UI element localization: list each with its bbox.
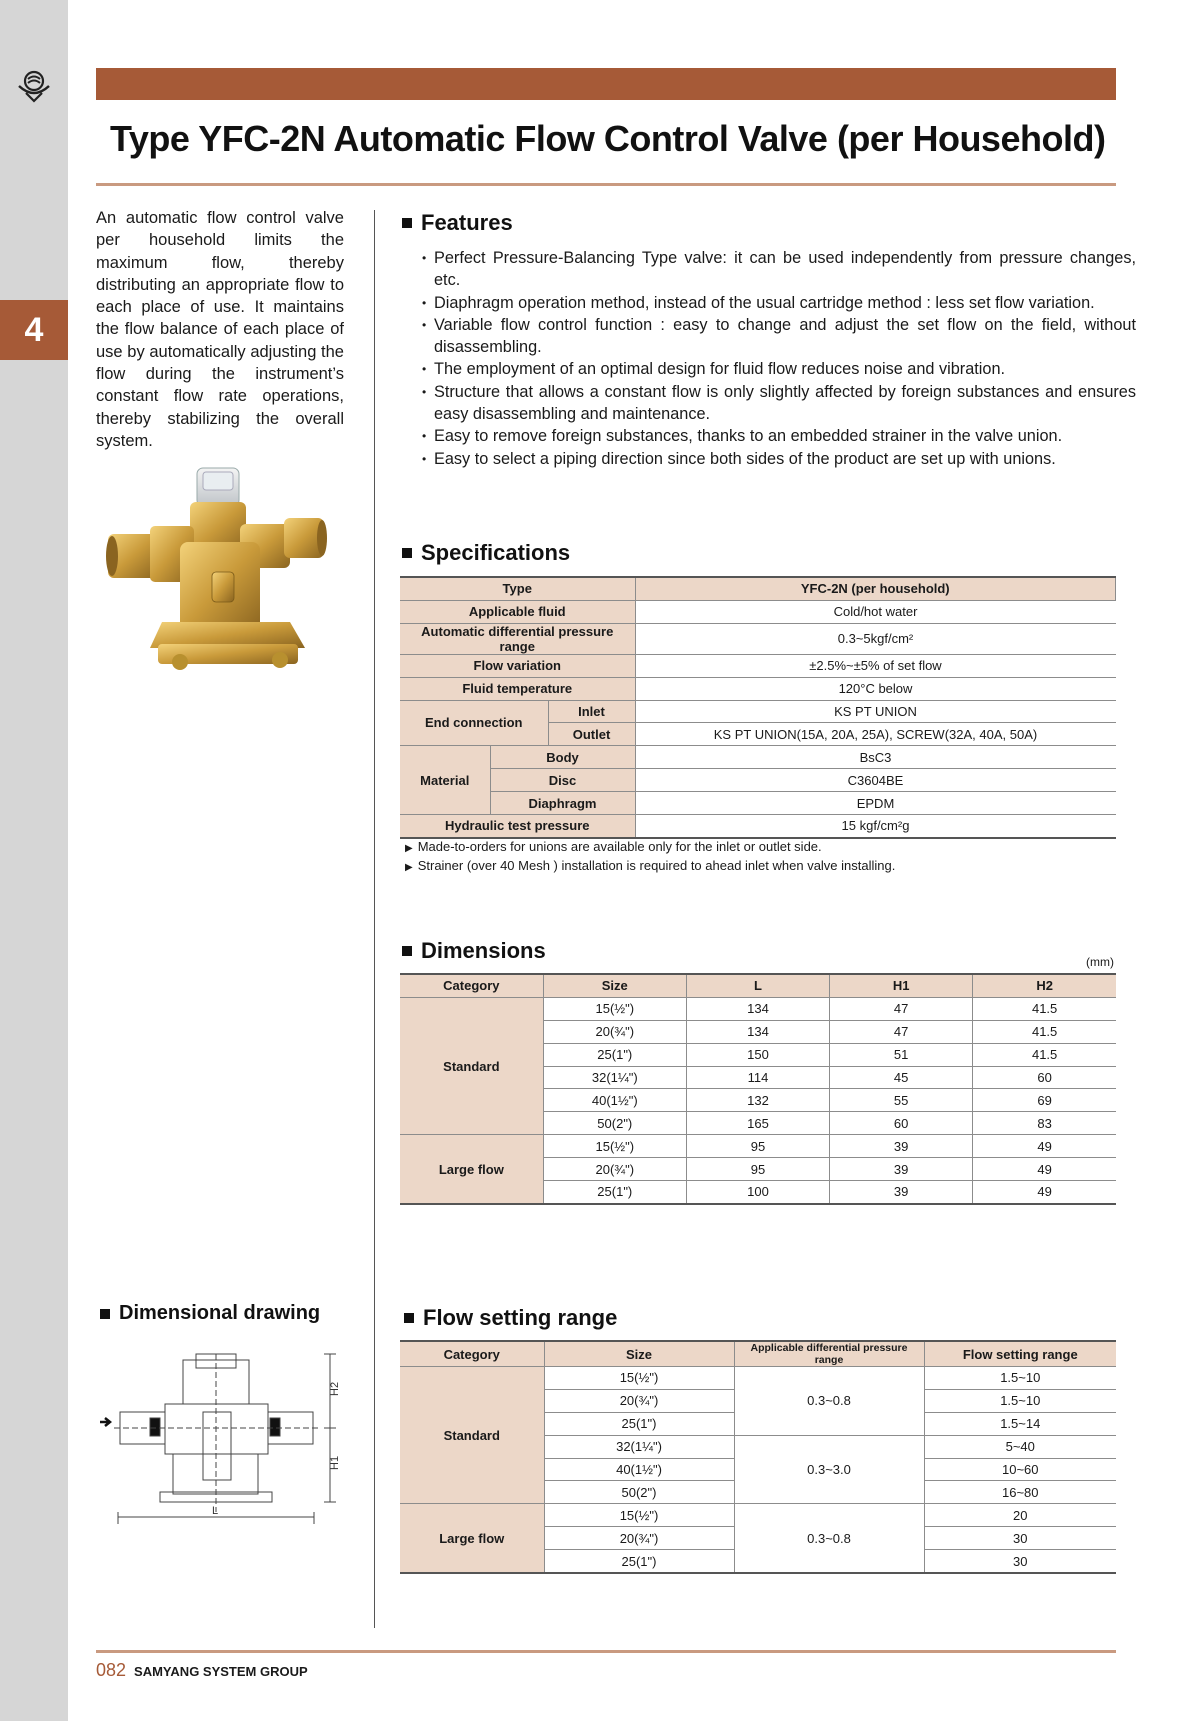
spec-value: 15 kgf/cm²g: [635, 815, 1116, 838]
table-cell: 40(1½"): [543, 1089, 686, 1112]
label-h1: H1: [329, 1455, 341, 1470]
spec-value: Cold/hot water: [635, 600, 1116, 623]
column-header: L: [686, 974, 829, 997]
table-header-row: [400, 974, 1116, 997]
table-cell: 30: [924, 1550, 1116, 1573]
spec-value: EPDM: [635, 792, 1116, 815]
table-row: [400, 997, 1116, 1020]
table-cell: 32(1¼"): [544, 1435, 734, 1458]
bullet-square-icon: [402, 946, 412, 956]
spec-value: BsC3: [635, 746, 1116, 769]
table-cell: 1.5~10: [924, 1367, 1116, 1390]
table-cell: 5~40: [924, 1435, 1116, 1458]
spec-sublabel: Inlet: [548, 700, 635, 723]
table-row: [400, 623, 1116, 654]
table-row: [400, 769, 1116, 792]
spec-label: Hydraulic test pressure: [400, 815, 635, 838]
table-cell: 41.5: [973, 1020, 1116, 1043]
table-cell: 39: [830, 1158, 973, 1181]
spec-value: KS PT UNION(15A, 20A, 25A), SCREW(32A, 40A, 50A): [635, 723, 1116, 746]
list-item: • Easy to select a piping direction since both sides of the product are set up with unions.: [422, 448, 1136, 470]
bullet-square-icon: [100, 1309, 110, 1319]
column-header: H1: [830, 974, 973, 997]
bullet-square-icon: [402, 548, 412, 558]
page-footer: [96, 1660, 308, 1681]
table-cell: 30: [924, 1527, 1116, 1550]
table-row: [400, 577, 1116, 600]
table-row: [400, 677, 1116, 700]
dimensional-drawing: [98, 1352, 348, 1530]
label-h2: H2: [329, 1381, 341, 1396]
table-cell: 95: [686, 1158, 829, 1181]
table-cell: 45: [830, 1066, 973, 1089]
table-cell: 20(¾"): [543, 1158, 686, 1181]
spec-label: End connection: [400, 700, 548, 746]
spec-value: 0.3~5kgf/cm²: [635, 623, 1116, 654]
column-header: Size: [543, 974, 686, 997]
dimensions-table: [400, 973, 1116, 1205]
table-cell: 95: [686, 1135, 829, 1158]
table-cell: 1.5~10: [924, 1389, 1116, 1412]
intro-paragraph: An automatic flow control valve per household limits the maximum flow, thereby distributing an appropriate flow to each place of use. It maintains the flow balance of each place of use by automatically adjusting the flow during the instrument’s constant flow rate operations, thereby stabilizing the overall system.: [96, 209, 344, 450]
chapter-tab: 4: [0, 300, 68, 360]
list-item: ▶ Made-to-orders for unions are available only for the inlet or outlet side.: [405, 838, 895, 857]
spec-sublabel: Outlet: [548, 723, 635, 746]
list-item: • Easy to remove foreign substances, thanks to an embedded strainer in the valve union.: [422, 425, 1136, 447]
spec-label: Flow variation: [400, 654, 635, 677]
spec-sublabel: Disc: [490, 769, 635, 792]
table-cell: 15(½"): [543, 997, 686, 1020]
dimensions-heading: Dimensions: [402, 938, 546, 964]
table-cell: 20(¾"): [544, 1389, 734, 1412]
flow-range-heading: Flow setting range: [404, 1305, 617, 1331]
table-cell: 25(1"): [544, 1412, 734, 1435]
label-l: L: [212, 1505, 219, 1517]
column-header: H2: [973, 974, 1116, 997]
table-cell: 0.3~0.8: [734, 1367, 924, 1436]
table-cell: 49: [973, 1158, 1116, 1181]
spec-label: Applicable fluid: [400, 600, 635, 623]
page-title: Type YFC-2N Automatic Flow Control Valve (per Household): [110, 118, 1106, 159]
table-row: [400, 1367, 1116, 1390]
column-header: Size: [544, 1341, 734, 1367]
table-cell: 39: [830, 1135, 973, 1158]
table-cell: 20(¾"): [543, 1020, 686, 1043]
spec-label: Material: [400, 746, 490, 815]
table-cell: 49: [973, 1135, 1116, 1158]
table-cell: 114: [686, 1066, 829, 1089]
spec-value: 120°C below: [635, 677, 1116, 700]
page-number: 082: [96, 1660, 127, 1680]
table-cell: 165: [686, 1112, 829, 1135]
valve-product-image: [100, 462, 350, 692]
table-cell: 40(1½"): [544, 1458, 734, 1481]
specifications-heading: Specifications: [402, 540, 570, 566]
column-header: Flow setting range: [924, 1341, 1116, 1367]
table-cell: 51: [830, 1043, 973, 1066]
column-header: Category: [400, 974, 543, 997]
features-heading: Features: [402, 210, 513, 236]
table-cell: 50(2"): [543, 1112, 686, 1135]
table-cell: 134: [686, 997, 829, 1020]
table-cell: 15(½"): [543, 1135, 686, 1158]
spec-value: KS PT UNION: [635, 700, 1116, 723]
category-cell: Standard: [400, 997, 543, 1134]
table-cell: 134: [686, 1020, 829, 1043]
spec-label: Automatic differential pressure range: [400, 623, 635, 654]
table-cell: 25(1"): [543, 1181, 686, 1204]
drawing-heading: Dimensional drawing: [100, 1302, 320, 1325]
title-divider: [96, 183, 1116, 186]
table-cell: 0.3~3.0: [734, 1435, 924, 1504]
table-row: [400, 815, 1116, 838]
spec-sublabel: Body: [490, 746, 635, 769]
table-cell: 41.5: [973, 1043, 1116, 1066]
table-cell: 16~80: [924, 1481, 1116, 1504]
table-cell: 47: [830, 1020, 973, 1043]
list-item: ▶ Strainer (over 40 Mesh ) installation is required to ahead inlet when valve installing.: [405, 857, 895, 876]
table-cell: 15(½"): [544, 1504, 734, 1527]
table-row: [400, 792, 1116, 815]
spec-value: YFC-2N (per household): [635, 577, 1116, 600]
spec-value: C3604BE: [635, 769, 1116, 792]
table-cell: 41.5: [973, 997, 1116, 1020]
table-row: [400, 746, 1116, 769]
table-cell: 83: [973, 1112, 1116, 1135]
list-item: • Variable flow control function : easy to change and adjust the set flow on the field, without disassembling.: [422, 314, 1136, 359]
table-row: [400, 1504, 1116, 1527]
table-cell: 60: [973, 1066, 1116, 1089]
table-cell: 25(1"): [543, 1043, 686, 1066]
spec-value: ±2.5%~±5% of set flow: [635, 654, 1116, 677]
category-cell: Large flow: [400, 1135, 543, 1204]
table-row: [400, 600, 1116, 623]
category-cell: Large flow: [400, 1504, 544, 1573]
spec-label: Type: [400, 577, 635, 600]
dimensions-unit: (mm): [1086, 955, 1114, 969]
table-cell: 1.5~14: [924, 1412, 1116, 1435]
table-cell: 39: [830, 1181, 973, 1204]
table-cell: 25(1"): [544, 1550, 734, 1573]
table-row: [400, 1135, 1116, 1158]
footer-divider: [96, 1650, 1116, 1653]
column-header: Applicable differential pressure range: [734, 1341, 924, 1367]
table-row: [400, 654, 1116, 677]
table-cell: 50(2"): [544, 1481, 734, 1504]
table-cell: 47: [830, 997, 973, 1020]
category-cell: Standard: [400, 1367, 544, 1504]
sidebar: [0, 0, 68, 1721]
list-item: • Perfect Pressure-Balancing Type valve: it can be used independently from pressure changes, etc.: [422, 247, 1136, 292]
spec-sublabel: Diaphragm: [490, 792, 635, 815]
flow-setting-table: [400, 1340, 1116, 1574]
table-cell: 20: [924, 1504, 1116, 1527]
table-cell: 32(1¼"): [543, 1066, 686, 1089]
bullet-square-icon: [402, 218, 412, 228]
list-item: • Structure that allows a constant flow is only slightly affected by foreign substances and ensures easy disassembling and maintenance.: [422, 381, 1136, 426]
table-cell: 0.3~0.8: [734, 1504, 924, 1573]
table-cell: 10~60: [924, 1458, 1116, 1481]
spec-notes: [405, 838, 895, 876]
column-divider: [374, 210, 375, 1628]
bullet-square-icon: [404, 1313, 414, 1323]
table-cell: 60: [830, 1112, 973, 1135]
specifications-table: [400, 576, 1116, 839]
table-cell: 100: [686, 1181, 829, 1204]
table-cell: 20(¾"): [544, 1527, 734, 1550]
table-row: [400, 700, 1116, 723]
features-list: [422, 247, 1136, 470]
table-header-row: [400, 1341, 1116, 1367]
table-cell: 150: [686, 1043, 829, 1066]
list-item: • The employment of an optimal design for fluid flow reduces noise and vibration.: [422, 358, 1136, 380]
spec-label: Fluid temperature: [400, 677, 635, 700]
table-cell: 49: [973, 1181, 1116, 1204]
table-cell: 15(½"): [544, 1367, 734, 1390]
company-logo-icon: [14, 66, 54, 106]
header-bar: [96, 68, 1116, 100]
list-item: • Diaphragm operation method, instead of the usual cartridge method : less set flow variation.: [422, 292, 1136, 314]
table-cell: 132: [686, 1089, 829, 1112]
table-cell: 69: [973, 1089, 1116, 1112]
company-name: SAMYANG SYSTEM GROUP: [134, 1664, 308, 1679]
table-cell: 55: [830, 1089, 973, 1112]
column-header: Category: [400, 1341, 544, 1367]
